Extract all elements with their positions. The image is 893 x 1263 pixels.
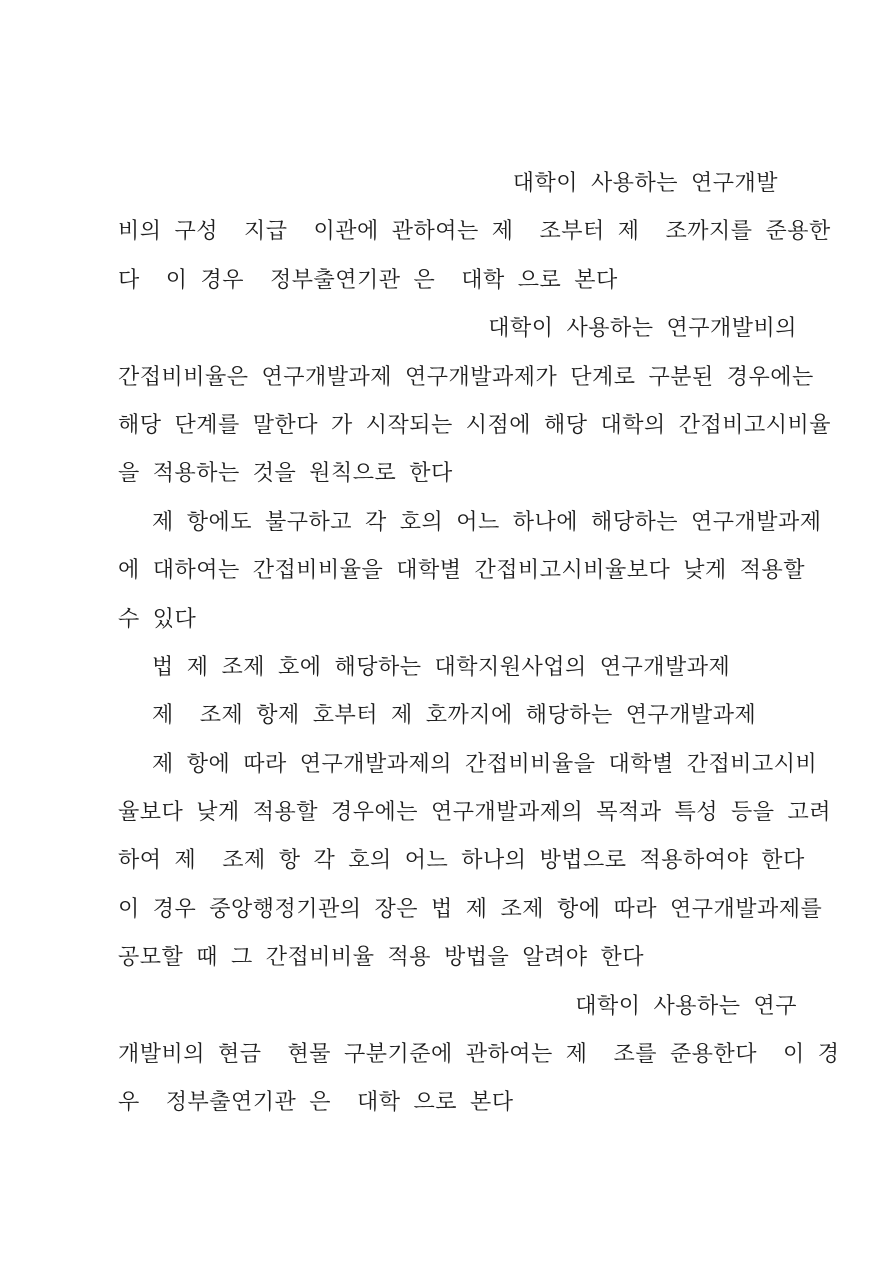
text-line-3: 다 이 경우 정부출연기관 은 대학 으로 본다: [118, 266, 618, 292]
text-line-7: 을 적용하는 것을 원칙으로 한다: [118, 460, 453, 486]
text-line-10: 수 있다: [118, 605, 197, 631]
text-line-18: 대학이 사용하는 연구: [575, 992, 797, 1018]
text-line-20: 우 정부출연기관 은 대학 으로 본다: [118, 1089, 514, 1115]
text-line-17: 공모할 때 그 간접비비율 적용 방법을 알려야 한다: [118, 944, 645, 970]
text-line-14: 율보다 낮게 적용할 경우에는 연구개발과제의 목적과 특성 등을 고려: [118, 799, 832, 825]
text-line-16: 이 경우 중앙행정기관의 장은 법 제 조제 항에 따라 연구개발과제를: [118, 895, 823, 921]
text-line-2: 비의 구성 지급 이관에 관하여는 제 조부터 제 조까지를 준용한: [118, 218, 831, 244]
text-line-13: 제 항에 따라 연구개발과제의 간접비비율을 대학별 간접비고시비: [152, 750, 818, 776]
text-line-11: 법 제 조제 호에 해당하는 대학지원사업의 연구개발과제: [152, 653, 731, 679]
text-line-4: 대학이 사용하는 연구개발비의: [488, 315, 797, 341]
text-line-12: 제 조제 항제 호부터 제 호까지에 해당하는 연구개발과제: [152, 702, 757, 728]
text-line-5: 간접비비율은 연구개발과제 연구개발과제가 단계로 구분된 경우에는: [118, 363, 814, 389]
text-line-6: 해당 단계를 말한다 가 시작되는 시점에 해당 대학의 간접비고시비율: [118, 411, 832, 437]
text-line-8: 제 항에도 불구하고 각 호의 어느 하나에 해당하는 연구개발과제: [152, 508, 822, 534]
document-text-block: [118, 159, 840, 1127]
text-line-15: 하여 제 조제 항 각 호의 어느 하나의 방법으로 적용하여야 한다: [118, 847, 805, 873]
text-line-9: 에 대하여는 간접비비율을 대학별 간접비고시비율보다 낮게 적용할: [118, 557, 806, 583]
text-line-1: 대학이 사용하는 연구개발: [512, 170, 778, 195]
text-line-19: 개발비의 현금 현물 구분기준에 관하여는 제 조를 준용한다 이 경: [118, 1041, 840, 1067]
